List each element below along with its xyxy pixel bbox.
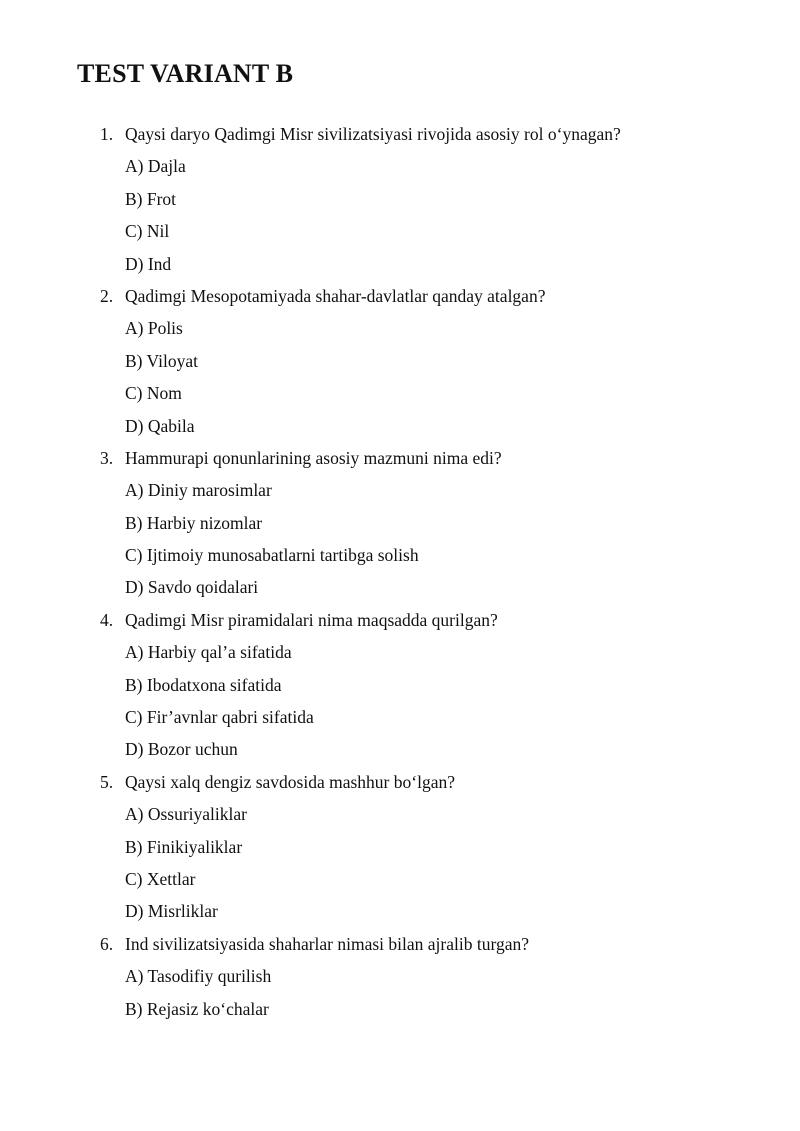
question-item xyxy=(0,118,800,280)
question-line xyxy=(0,766,800,798)
answer-option: C) Fir’avnlar qabri sifatida xyxy=(125,707,314,728)
question-number: 4. xyxy=(100,609,114,630)
answer-option: D) Ind xyxy=(125,253,172,274)
question-list xyxy=(0,118,800,1025)
question-number: 3. xyxy=(100,447,114,468)
question-number: 6. xyxy=(100,933,114,954)
question-text: Ind sivilizatsiyasida shaharlar nimasi bilan ajralib turgan? xyxy=(125,933,530,954)
question-number: 5. xyxy=(100,771,114,792)
question-item xyxy=(0,280,800,442)
answer-option: B) Ibodatxona sifatida xyxy=(125,674,282,695)
question-item xyxy=(0,442,800,604)
answer-option: C) Ijtimoiy munosabatlarni tartibga solish xyxy=(125,545,419,566)
answer-option: B) Viloyat xyxy=(125,350,198,371)
question-item xyxy=(0,604,800,766)
answer-option: C) Nom xyxy=(125,383,182,404)
answer-options xyxy=(0,798,800,928)
page-title: TEST VARIANT B xyxy=(77,59,294,88)
answer-option: D) Savdo qoidalari xyxy=(125,577,259,598)
answer-option: C) Xettlar xyxy=(125,868,196,889)
answer-option: C) Nil xyxy=(125,221,170,242)
answer-option: B) Rejasiz ko‘chalar xyxy=(125,998,269,1019)
question-number: 2. xyxy=(100,285,114,306)
question-text: Hammurapi qonunlarining asosiy mazmuni nima edi? xyxy=(125,447,502,468)
answer-option: A) Harbiy qal’a sifatida xyxy=(125,642,292,663)
answer-option: A) Polis xyxy=(125,318,183,339)
answer-option: B) Harbiy nizomlar xyxy=(125,512,263,533)
question-text: Qaysi xalq dengiz savdosida mashhur bo‘lgan? xyxy=(125,771,455,792)
answer-option: A) Tasodifiy qurilish xyxy=(125,966,272,987)
question-text: Qadimgi Misr piramidalari nima maqsadda qurilgan? xyxy=(125,609,498,630)
answer-option: A) Ossuriyaliklar xyxy=(125,804,247,825)
question-number: 1. xyxy=(100,124,114,144)
answer-option: D) Qabila xyxy=(125,415,195,436)
question-text: Qadimgi Mesopotamiyada shahar-davlatlar qanday atalgan? xyxy=(125,285,546,306)
answer-options xyxy=(0,636,800,766)
question-item xyxy=(0,766,800,928)
answer-option: B) Finikiyaliklar xyxy=(125,836,243,857)
answer-options xyxy=(0,312,800,442)
question-line xyxy=(0,280,800,312)
answer-options xyxy=(0,150,800,280)
question-line xyxy=(0,442,800,474)
answer-options xyxy=(0,474,800,604)
answer-option: A) Dajla xyxy=(125,156,186,177)
question-line xyxy=(0,928,800,960)
answer-option: B) Frot xyxy=(125,188,177,209)
answer-option: D) Misrliklar xyxy=(125,901,218,922)
answer-option: D) Bozor uchun xyxy=(125,739,238,760)
answer-option: A) Diniy marosimlar xyxy=(125,480,272,501)
question-line xyxy=(0,118,800,150)
question-item xyxy=(0,928,800,1025)
question-text: Qaysi daryo Qadimgi Misr sivilizatsiyasi rivojida asosiy rol o‘ynagan? xyxy=(125,124,621,144)
answer-options xyxy=(0,960,800,1025)
question-line xyxy=(0,604,800,636)
